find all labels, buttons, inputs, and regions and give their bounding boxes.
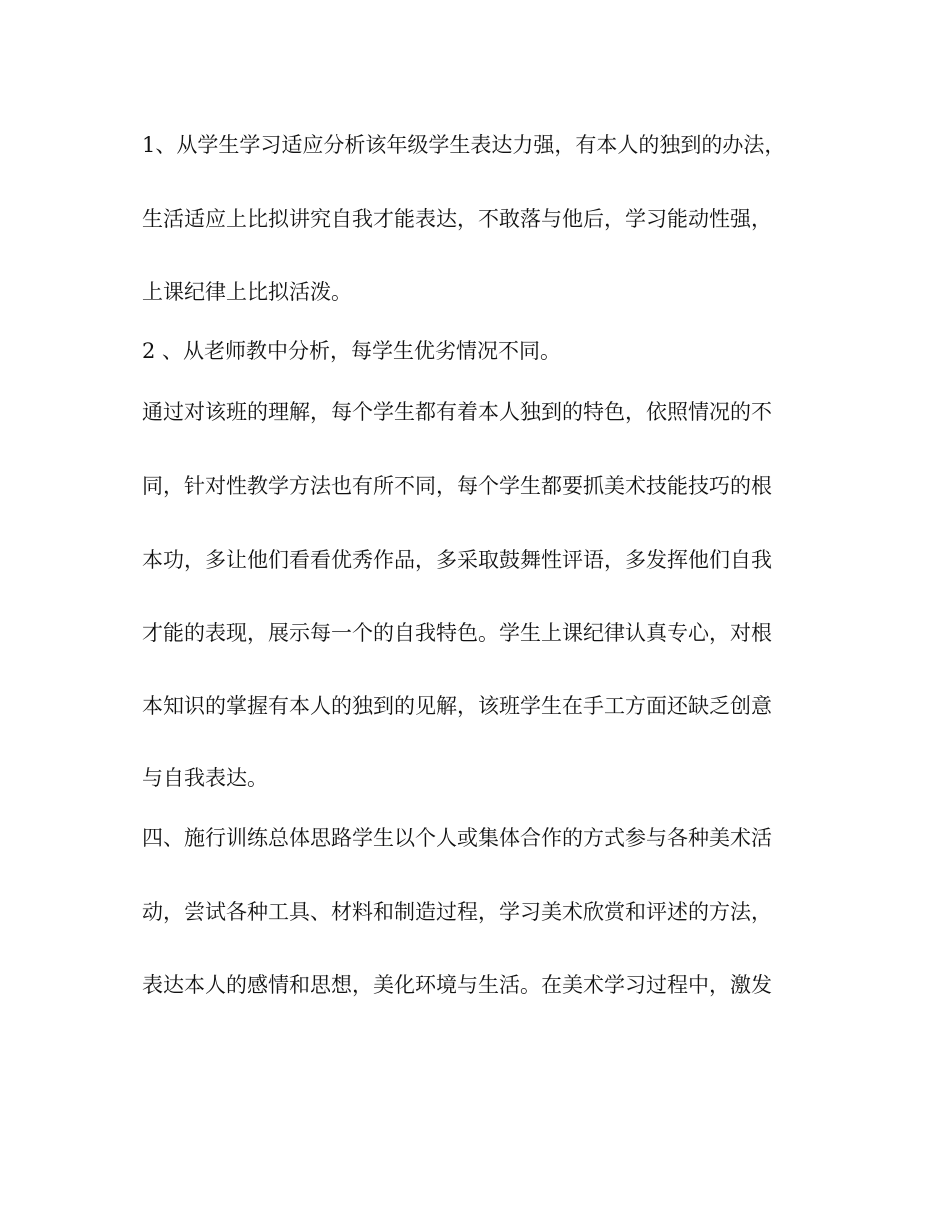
paragraph-line: 本知识的掌握有本人的独到的见解，该班学生在手工方面还缺乏创意	[142, 694, 772, 718]
paragraph-line: 才能的表现，展示每一个的自我特色。学生上课纪律认真专心，对根	[142, 621, 772, 645]
paragraph-line: 上课纪律上比拟活泼。	[142, 280, 352, 304]
paragraph-line: 动，尝试各种工具、材料和制造过程，学习美术欣赏和评述的方法，	[142, 900, 772, 924]
paragraph-line: 1、从学生学习适应分析该年级学生表达力强，有本人的独到的办法，	[142, 133, 786, 157]
paragraph-line: 四、施行训练总体思路学生以个人或集体合作的方式参与各种美术活	[142, 826, 772, 850]
paragraph-line: 与自我表达。	[142, 766, 268, 790]
paragraph-line: 2 、从老师教中分析，每学生优劣情况不同。	[142, 339, 562, 363]
paragraph-line: 通过对该班的理解，每个学生都有着本人独到的特色，依照情况的不	[142, 400, 772, 424]
paragraph-line: 本功，多让他们看看优秀作品，多采取鼓舞性评语，多发挥他们自我	[142, 548, 772, 572]
paragraph-line: 同，针对性教学方法也有所不同，每个学生都要抓美术技能技巧的根	[142, 474, 772, 498]
paragraph-line: 生活适应上比拟讲究自我才能表达，不敢落与他后，学习能动性强，	[142, 207, 772, 231]
paragraph-line: 表达本人的感情和思想，美化环境与生活。在美术学习过程中，激发	[142, 973, 772, 997]
